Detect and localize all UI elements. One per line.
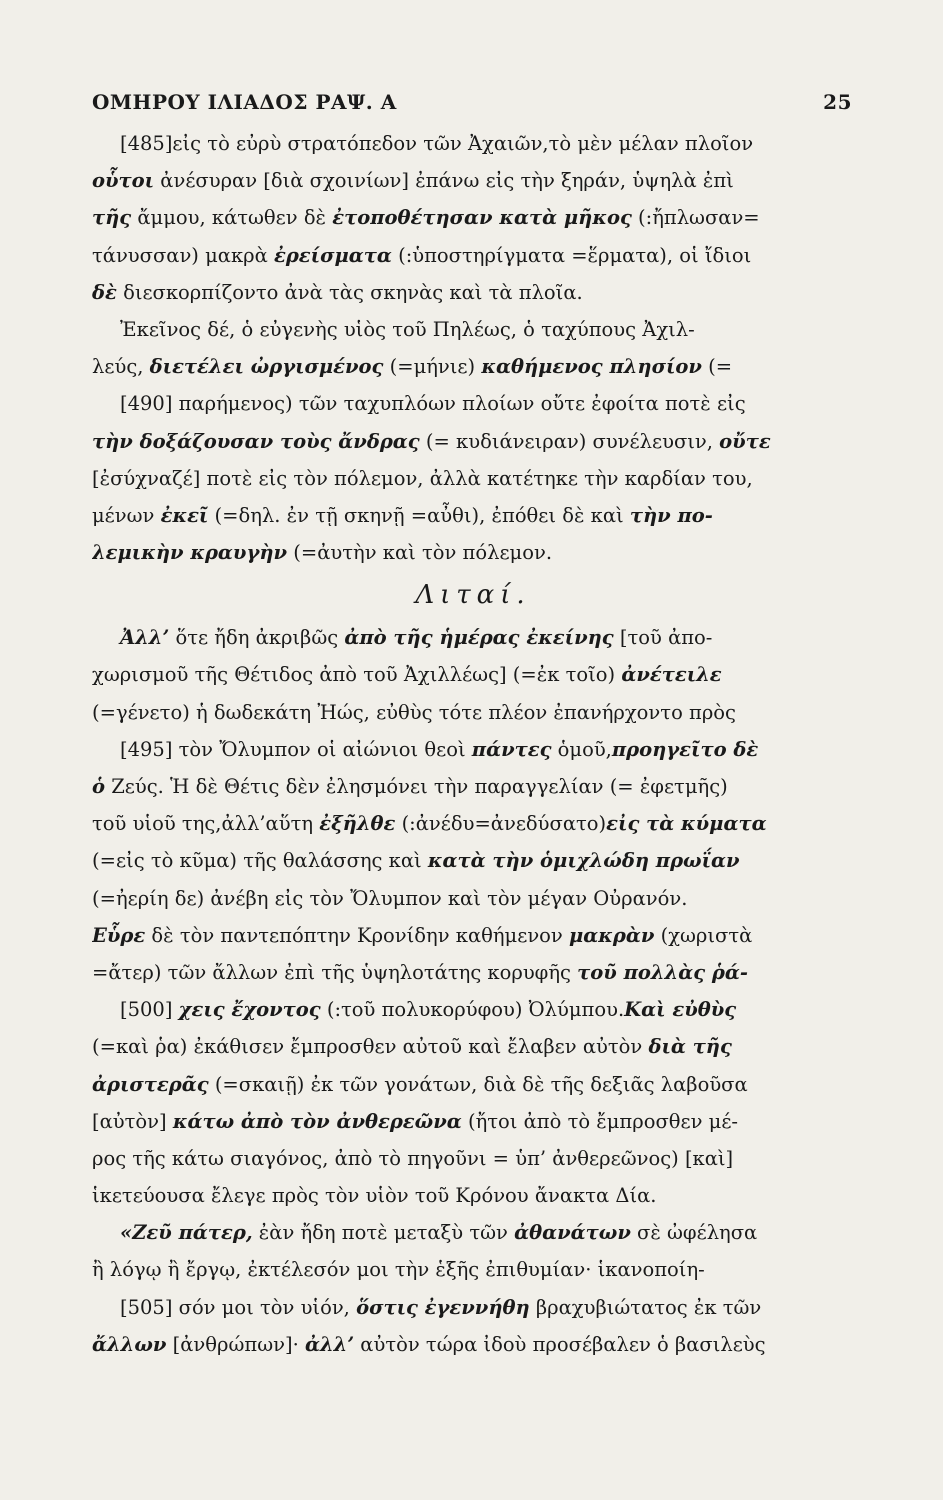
plain-text: (:ἀνέδυ=ἀνεδύσατο) [395,812,607,836]
plain-text: [ἐσύχναζέ] ποτὲ εἰς τὸν πόλεμον, ἀλλὰ κατέτηκε τὴν καρδίαν του, [92,466,753,490]
text-line [92,954,854,991]
plain-text: τοῦ υἱοῦ της,ἀλλ’αὕτη [92,812,320,836]
plain-text: ἀνέσυραν [διὰ σχοινίων] ἐπάνω εἰς τὴν ξηράν, ὑψηλὰ ἐπὶ [154,169,734,193]
plain-text: [ἀνθρώπων]· [166,1332,305,1356]
plain-text: Ζεύς. Ἡ δὲ Θέτις δὲν ἐλησμόνει τὴν παραγγελίαν (= ἐφετμῆς) [105,775,728,798]
plain-text: ἐὰν ἤδη ποτὲ μεταξὺ τῶν [252,1221,515,1245]
plain-text: ἱκετεύουσα ἔλεγε πρὸς τὸν υἱὸν τοῦ Κρόνου ἄνακτα Δία. [92,1184,657,1208]
plain-text: (=καὶ ῥα) ἐκάθισεν ἔμπροσθεν αὐτοῦ καὶ ἔλαβεν αὐτὸν [92,1035,649,1059]
plain-text: (= [701,355,733,379]
text-line [92,199,854,236]
text-line [92,1214,854,1251]
text-line [92,385,854,422]
plain-text: (=γένετο) ἡ δωδεκάτη Ἠώς, εὐθὺς τότε πλέον ἐπανήρχοντο πρὸς [92,700,736,724]
plain-text: ὁμοῦ, [551,737,612,761]
emphasized-text: τῆς [92,206,132,230]
emphasized-text: οὔτε [719,429,771,453]
plain-text: [505] σόν μοι τὸν υἱόν, [120,1295,357,1319]
plain-text: (= κυδιάνειραν) συνέλευσιν, [419,429,720,453]
emphasized-text: διὰ τῆς [648,1035,732,1059]
emphasized-text: Καὶ εὐθὺς [624,998,737,1022]
plain-text: αὐτὸν τώρα ἰδοὺ προσέβαλεν ὁ βασιλεὺς [354,1332,766,1356]
emphasized-text: καθήμενος πλησίον [481,355,702,379]
page-number: 25 [823,90,852,114]
plain-text: [485]εἰς τὸ εὐρὺ στρατόπεδον τῶν Ἀχαιῶν,τὸ μὲν μέλαν πλοῖον [120,132,754,155]
plain-text: (χωριστὰ [654,923,753,947]
text-line [92,162,854,199]
text-line [92,1028,854,1065]
text-line [92,423,854,460]
text-line [92,619,854,656]
plain-text: ρος τῆς κάτω σιαγόνος, ἀπὸ τὸ πηγοῦνι = ὑπ’ ἀνθερεῶνος) [καὶ] [92,1146,734,1170]
plain-text: [500] [120,998,179,1022]
emphasized-text: ὅστις ἐγεννήθη [356,1295,530,1319]
text-line [92,1289,854,1326]
plain-text: (=μήνιε) [383,355,482,379]
emphasized-text: τὴν δοξάζουσαν τοὺς ἄνδρας [92,429,420,453]
text-line [92,237,854,274]
text-line [92,917,854,954]
text-line [92,274,854,311]
emphasized-text: τὴν πο- [629,503,713,527]
plain-text: (:ἤπλωσαν= [631,206,760,230]
plain-text: ἢ λόγῳ ἢ ἔργῳ, ἐκτέλεσόν μοι τὴν ἑξῆς ἐπιθυμίαν· ἱκανοποίη- [92,1258,705,1282]
emphasized-text: εἰς τὰ κύματα [606,812,767,836]
plain-text: (=εἰς τὸ κῦμα) τῆς θαλάσσης καὶ [92,849,428,873]
plain-text: Ἐκεῖνος δέ, ὁ εὐγενὴς υἱὸς τοῦ Πηλέως, ὁ ταχύπους Ἀχιλ- [120,317,695,341]
emphasized-text: ἀριστερᾶς [92,1072,209,1096]
text-line [92,311,854,348]
plain-text: [495] τὸν Ὄλυμπον οἱ αἰώνιοι θεοὶ [120,737,472,761]
emphasized-text: ὁ [92,775,106,798]
emphasized-text: οὗτοι [92,169,155,193]
emphasized-text: πάντες [471,737,552,761]
text-line [92,768,854,805]
emphasized-text: κάτω ἀπὸ τὸν ἀνθερεῶνα [172,1109,462,1133]
plain-text: (=δηλ. ἐν τῇ σκηνῇ =αὖθι), ἐπόθει δὲ καὶ [208,503,630,527]
emphasized-text: χεις ἔχοντος [178,998,321,1022]
text-line [92,1326,854,1363]
emphasized-text: λεμικὴν κραυγὴν [92,541,288,565]
plain-text: λεύς, [92,355,150,379]
text-line [92,460,854,497]
text-line [92,534,854,571]
text-line [92,694,854,731]
text-line [92,1251,854,1288]
plain-text: (=ἀυτὴν καὶ τὸν πόλεμον. [287,541,553,565]
section-title: Λιταί. [415,580,531,611]
text-line [92,125,854,162]
text-line [92,1103,854,1140]
plain-text: δὲ τὸν παντεπόπτην Κρονίδην καθήμενον [145,923,569,947]
plain-text: (ἤτοι ἀπὸ τὸ ἔμπροσθεν μέ- [461,1109,739,1133]
plain-text: σὲ ὠφέλησα [630,1221,758,1245]
text-line [92,497,854,534]
emphasized-text: Ἀλλ’ [120,626,170,650]
plain-text: [αὐτὸν] [92,1109,173,1133]
emphasized-text: ἀνέτειλε [621,663,722,687]
running-header [92,90,852,118]
plain-text: βραχυβιώτατος ἐκ τῶν [529,1295,762,1319]
emphasized-text: τοῦ πολλὰς ῥά- [577,960,748,984]
emphasized-text: ἄλλων [92,1332,167,1356]
text-line [92,805,854,842]
plain-text: (=σκαιῇ) ἐκ τῶν γονάτων, διὰ δὲ τῆς δεξιᾶς λαβοῦσα [208,1072,748,1096]
text-line [92,880,854,917]
text-line [92,348,854,385]
emphasized-text: κατὰ τὴν ὁμιχλώδη πρωΐαν [427,849,740,873]
plain-text: =ἄτερ) τῶν ἄλλων ἐπὶ τῆς ὑψηλοτάτης κορυφῆς [92,960,578,984]
text-line [92,991,854,1028]
plain-text: διεσκορπίζοντο ἀνὰ τὰς σκηνὰς καὶ τὰ πλοῖα. [116,280,583,304]
plain-text: [τοῦ ἀπο- [613,626,713,650]
plain-text: (=ἠερίη δε) ἀνέβη εἰς τὸν Ὄλυμπον καὶ τὸν μέγαν Οὐρανόν. [92,886,688,910]
emphasized-text: ἀλλ’ [304,1332,355,1356]
plain-text: [490] παρήμενος) τῶν ταχυπλόων πλοίων οὔτε ἐφοίτα ποτὲ εἰς [120,392,746,416]
text-line [92,1177,854,1214]
running-title: ΟΜΗΡΟΥ ΙΛΙΑΔΟΣ ΡΑΨ. Α [92,90,397,114]
emphasized-text: ἐτοποθέτησαν κατὰ μῆκος [332,206,632,230]
plain-text: χωρισμοῦ τῆς Θέτιδος ἀπὸ τοῦ Ἀχιλλέως] (=ἐκ τοῖο) [92,663,622,687]
emphasized-text: προηγεῖτο δὲ [611,737,759,761]
plain-text: ἄμμου, κάτωθεν δὲ [131,206,333,230]
emphasized-text: διετέλει ὠργισμένος [149,355,384,379]
emphasized-text: μακρὰν [568,923,655,947]
text-line [92,731,854,768]
emphasized-text: ἀπὸ τῆς ἡμέρας ἐκείνης [344,626,614,650]
emphasized-text: δὲ [92,280,117,304]
plain-text: (:τοῦ πολυκορύφου) Ὀλύμπου. [320,998,625,1022]
text-line [92,656,854,693]
emphasized-text: «Ζεῦ πάτερ, [120,1221,253,1245]
emphasized-text: Εὗρε [92,923,146,947]
emphasized-text: ἐρείσματα [273,243,392,267]
emphasized-text: ἀθανάτων [514,1221,631,1245]
emphasized-text: ἐκεῖ [160,503,209,527]
plain-text: ὅτε ἤδη ἀκριβῶς [169,626,345,650]
text-line [92,1140,854,1177]
plain-text: (:ὑποστηρίγματα =ἕρματα), οἱ ἴδιοι [391,243,752,267]
plain-text: μένων [92,503,161,527]
page-body [92,125,854,1363]
text-line [92,1066,854,1103]
plain-text: τάνυσσαν) μακρὰ [92,243,274,267]
text-line [92,842,854,879]
emphasized-text: ἐξῆλθε [319,812,396,836]
